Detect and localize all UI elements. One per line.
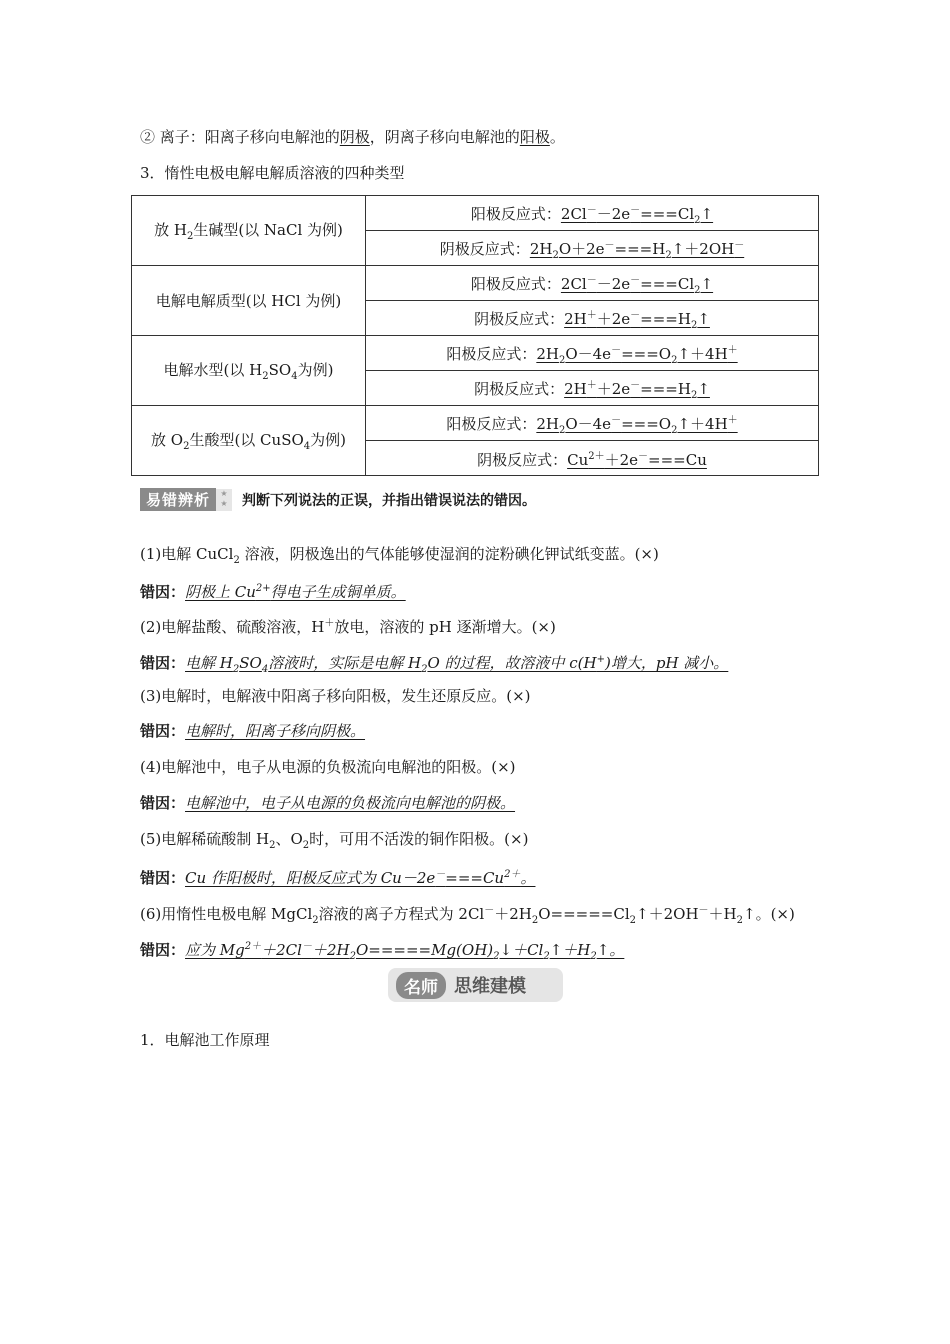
cathode-reaction: 阴极反应式：$Cu^{2+}+2e^-===Cu$ <box>366 441 819 476</box>
type-cell: 放 $O_2$生酸型(以 CuSO$_4$为例) <box>132 406 366 476</box>
type-cell: 电解电解质型(以 HCl 为例) <box>132 266 366 336</box>
instruction: 判断下列说法的正误，并指出错误说法的错因。 <box>242 492 537 509</box>
section-1-heading: 1．电解池工作原理 <box>140 1031 270 1049</box>
statement-2: (2)电解盐酸、硫酸溶液，H＋放电，溶液的 pH 逐渐增大。(×) <box>140 618 556 636</box>
anode-reaction: 阳极反应式：$2Cl^--2e^-===Cl_2↑$ <box>366 266 819 301</box>
anode-reaction: 阳极反应式：$2H_2O-4e^-===O_2↑+4H^+$ <box>366 406 819 441</box>
anode-reaction: 阳极反应式：$2H_2O-4e^-===O_2↑+4H^+$ <box>366 336 819 371</box>
statement-1: (1)电解 CuCl$_2$ 溶液，阴极逸出的气体能够使湿润的淀粉碘化钾试纸变蓝。(×) <box>140 545 659 566</box>
type-cell: 放 $H_2$生碱型(以 NaCl 为例) <box>132 196 366 266</box>
cathode-reaction: 阴极反应式：$2H^++2e^-===H_2↑$ <box>366 301 819 336</box>
statement-5: (5)电解稀硫酸制 $H_2$、$O_2$时，可用不活泼的铜作阳极。(×) <box>140 830 529 851</box>
answer-anode: 阳极 <box>519 128 550 146</box>
reason-3: 错因：电解时，阳离子移向阴极。 <box>140 722 366 740</box>
star-icon: ★ ★ <box>216 489 232 511</box>
reason-6: 错因：应为 $Mg^{2+}+2Cl^-+2H_2O=====Mg(OH)_2↓+Cl_2↑+H_2↑$。 <box>140 941 625 962</box>
banner-pill: 名师 <box>396 972 446 999</box>
reason-1: 错因：阴极上 $Cu^{2+}$得电子生成铜单质。 <box>140 583 406 601</box>
type-cell: 电解水型(以 $H_2SO_4$为例) <box>132 336 366 406</box>
anode-reaction: 阳极反应式：$2Cl^--2e^-===Cl_2↑$ <box>366 196 819 231</box>
statement-6: (6)用惰性电极电解 MgCl$_2$溶液的离子方程式为 $2Cl^-+2H_2O=====Cl_2↑+2OH^-+H_2↑$。(×) <box>140 905 795 926</box>
reason-5: 错因：Cu 作阳极时，阳极反应式为 $Cu-2e^-===Cu^{2+}$。 <box>140 869 536 887</box>
section-banner <box>388 968 563 1002</box>
statement-4: (4)电解池中，电子从电源的负极流向电解池的阳极。(×) <box>140 758 516 776</box>
error-analysis-tag: 易错辨析 <box>140 488 216 511</box>
error-analysis-banner <box>140 488 536 511</box>
statement-3: (3)电解时，电解液中阳离子移向阳极，发生还原反应。(×) <box>140 687 531 705</box>
electrolysis-types-table <box>131 195 819 476</box>
answer-cathode: 阴极 <box>339 128 370 146</box>
banner-title: 思维建模 <box>454 976 526 997</box>
reason-2: 错因：电解 $H_2SO_4$溶液时，实际是电解 $H_2O$ 的过程，故溶液中 c(H+)增大，pH 减小。 <box>140 654 729 675</box>
reason-4: 错因：电解池中，电子从电源的负极流向电解池的阴极。 <box>140 794 516 812</box>
cathode-reaction: 阴极反应式：$2H_2O+2e^-===H_2↑+2OH^-$ <box>366 231 819 266</box>
section-3-heading: 3．惰性电极电解电解质溶液的四种类型 <box>140 164 405 182</box>
ions-line: ② 离子：阳离子移向电解池的阴极，阴离子移向电解池的阳极。 <box>140 128 565 146</box>
cathode-reaction: 阴极反应式：$2H^++2e^-===H_2↑$ <box>366 371 819 406</box>
